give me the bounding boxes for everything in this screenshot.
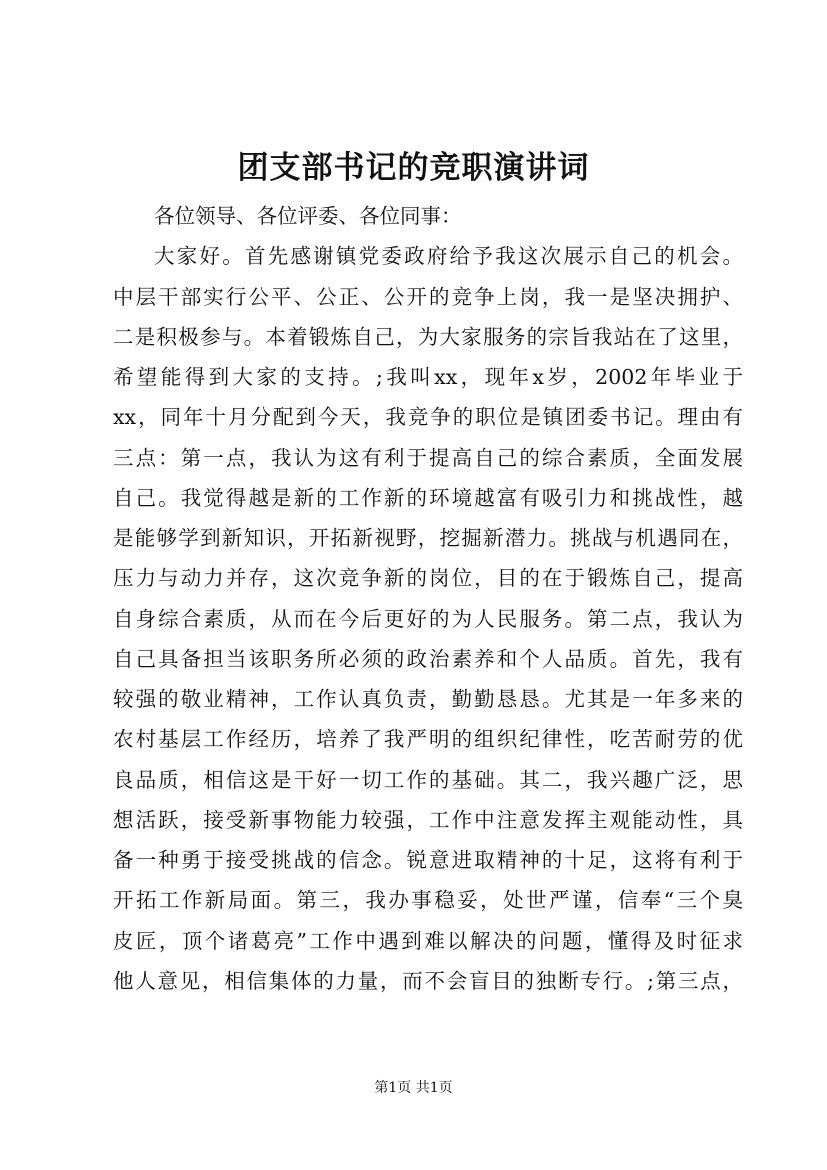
body-line: 大家好。首先感谢镇党委政府给予我这次展示自己的机会。	[154, 244, 743, 269]
body-line: 压力与动力并存，这次竞争新的岗位，目的在于锻炼自己，提高	[113, 566, 743, 591]
body-line: 他人意见，相信集体的力量，而不会盲目的独断专行。;第三点，	[113, 968, 743, 993]
body-line: 希望能得到大家的支持。;我叫xx，现年x岁，2002年毕业于	[113, 365, 743, 389]
body-line: 备一种勇于接受挑战的信念。锐意进取精神的十足，这将有利于	[113, 848, 743, 872]
body-line: xx，同年十月分配到今天，我竞争的职位是镇团委书记。理由有	[113, 405, 743, 430]
body-line: 较强的敬业精神，工作认真负责，勤勤恳恳。尤其是一年多来的	[113, 687, 743, 711]
body-line: 开拓工作新局面。第三，我办事稳妥，处世严谨，信奉“三个臭	[113, 888, 743, 913]
body-line: 自己具备担当该职务所必须的政治素养和个人品质。首先，我有	[113, 646, 743, 671]
body-line: 中层干部实行公平、公正、公开的竞争上岗，我一是坚决拥护、	[113, 284, 743, 309]
page-footer: 第1页 共1页	[374, 1080, 453, 1096]
salutation-line: 各位领导、各位评委、各位同事：	[154, 204, 462, 228]
body-line: 想活跃，接受新事物能力较强，工作中注意发挥主观能动性，具	[113, 807, 743, 832]
body-line: 三点：第一点，我认为这有利于提高自己的综合素质，全面发展	[113, 445, 743, 470]
document-title: 团支部书记的竞职演讲词	[237, 150, 590, 186]
body-line: 自身综合素质，从而在今后更好的为人民服务。第二点，我认为	[113, 606, 743, 631]
document-body	[113, 196, 743, 1001]
body-line: 自己。我觉得越是新的工作新的环境越富有吸引力和挑战性，越	[113, 485, 743, 510]
body-line: 皮匠，顶个诸葛亮”工作中遇到难以解决的问题，懂得及时征求	[113, 928, 743, 953]
body-line: 二是积极参与。本着锻炼自己，为大家服务的宗旨我站在了这里，	[113, 324, 743, 349]
body-line: 良品质，相信这是干好一切工作的基础。其二，我兴趣广泛，思	[113, 767, 743, 792]
body-line: 农村基层工作经历，培养了我严明的组织纪律性，吃苦耐劳的优	[113, 727, 743, 752]
body-line: 是能够学到新知识，开拓新视野，挖掘新潜力。挑战与机遇同在，	[113, 526, 743, 550]
